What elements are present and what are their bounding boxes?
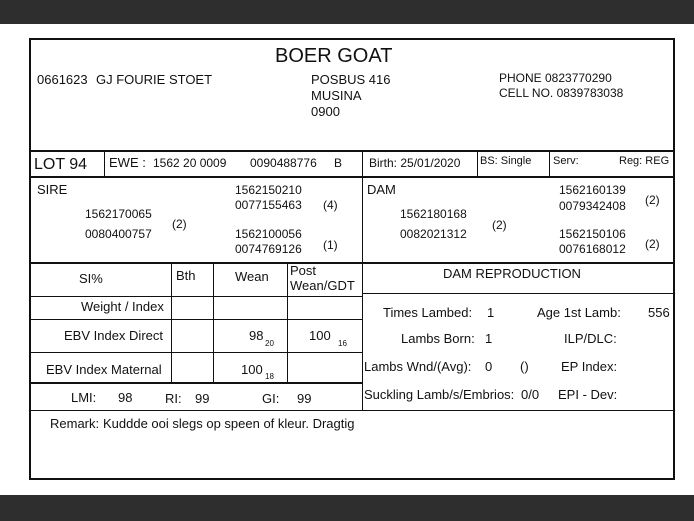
divider — [213, 263, 214, 382]
divider — [31, 319, 362, 320]
divider — [477, 151, 478, 176]
ewe-number: 0090488776 — [250, 156, 317, 170]
divider — [362, 293, 675, 294]
ewe-id: 1562 20 0009 — [153, 156, 227, 170]
dam-label: DAM — [367, 182, 396, 197]
times-lambed-value: 1 — [487, 305, 495, 320]
gi-label: GI: — [262, 391, 280, 406]
birth-status: BS: Single — [480, 155, 532, 167]
lambs-weaned-label: Lambs Wnd/(Avg): — [364, 359, 472, 374]
ebv-maternal-label: EBV Index Maternal — [46, 362, 162, 377]
sire-grandsire-number: 0077155463 — [235, 198, 302, 212]
service: Serv: — [553, 155, 579, 167]
dam-granddam-number: 0076168012 — [559, 242, 626, 256]
registration: Reg: REG — [619, 155, 670, 167]
ebv-maternal-wean: 100 — [241, 362, 263, 377]
sire-granddam-count: (1) — [323, 238, 338, 252]
lambs-born-label: Lambs Born: — [401, 331, 475, 346]
ebv-direct-post-sub: 16 — [338, 339, 347, 348]
dam-number: 0082021312 — [400, 227, 467, 241]
sire-number: 0080400757 — [85, 227, 152, 241]
lmi-value: 98 — [118, 390, 133, 405]
divider — [31, 410, 675, 411]
address-line-3: 0900 — [311, 104, 340, 119]
lot-number: LOT 94 — [34, 156, 88, 173]
top-bar — [0, 0, 694, 24]
divider — [104, 151, 105, 176]
dam-grandsire-id: 1562160139 — [559, 183, 626, 197]
breeder-id: 0661623 — [37, 72, 88, 87]
ep-index-label: EP Index: — [561, 359, 618, 374]
sire-granddam-id: 1562100056 — [235, 227, 302, 241]
divider — [362, 151, 363, 176]
address-line-1: POSBUS 416 — [311, 72, 391, 87]
post-wean-gdt-header: Wean/GDT — [290, 278, 355, 293]
sire-count: (2) — [172, 217, 187, 231]
birth-date: Birth: 25/01/2020 — [369, 156, 461, 170]
age-first-lamb-value: 556 — [648, 305, 670, 320]
remark-text: Kuddde ooi slegs op speen of kleur. Dragtig — [103, 416, 355, 431]
si-header: SI% — [79, 271, 103, 286]
sire-label: SIRE — [37, 182, 68, 197]
divider — [31, 176, 675, 178]
lambs-born-value: 1 — [485, 331, 493, 346]
lot-card — [29, 38, 675, 480]
divider — [31, 352, 362, 353]
breeder-name: GJ FOURIE STOET — [96, 72, 213, 87]
dam-granddam-id: 1562150106 — [559, 227, 626, 241]
ilp-dlc-label: ILP/DLC: — [564, 331, 617, 346]
ewe-label: EWE : — [109, 155, 146, 170]
times-lambed-label: Times Lambed: — [383, 305, 473, 320]
age-first-lamb-label: Age 1st Lamb: — [537, 305, 621, 320]
sire-granddam-number: 0074769126 — [235, 242, 302, 256]
dam-id: 1562180168 — [400, 207, 467, 221]
suckling-label: Suckling Lamb/s/Embrios: — [364, 387, 515, 402]
lambs-weaned-value: 0 — [485, 359, 493, 374]
divider — [31, 262, 675, 264]
dam-grandsire-number: 0079342408 — [559, 199, 626, 213]
ebv-direct-label: EBV Index Direct — [64, 328, 163, 343]
dam-grandsire-count: (2) — [645, 193, 660, 207]
address-line-2: MUSINA — [311, 88, 362, 103]
dam-reproduction-title: DAM REPRODUCTION — [443, 266, 581, 281]
phone: PHONE 0823770290 — [499, 71, 612, 85]
sire-id: 1562170065 — [85, 207, 152, 221]
ri-value: 99 — [195, 391, 210, 406]
divider — [287, 263, 288, 382]
ewe-grade: B — [334, 156, 343, 170]
sire-grandsire-count: (4) — [323, 198, 338, 212]
ebv-maternal-wean-sub: 18 — [265, 372, 274, 381]
remark-label: Remark: — [50, 416, 100, 431]
bottom-bar — [0, 495, 694, 521]
dam-granddam-count: (2) — [645, 237, 660, 251]
sire-grandsire-id: 1562150210 — [235, 183, 302, 197]
card-title: BOER GOAT — [275, 45, 393, 67]
suckling-value: 0/0 — [521, 387, 540, 402]
divider — [31, 150, 675, 152]
ebv-direct-wean: 98 — [249, 328, 264, 343]
wean-header: Wean — [235, 269, 269, 284]
post-header: Post — [290, 263, 317, 278]
dam-count: (2) — [492, 218, 507, 232]
ebv-direct-wean-sub: 20 — [265, 339, 274, 348]
divider — [171, 263, 172, 382]
bth-header: Bth — [176, 268, 196, 283]
ebv-direct-post: 100 — [309, 328, 331, 343]
epi-dev-label: EPI - Dev: — [558, 387, 618, 402]
ri-label: RI: — [165, 391, 182, 406]
weight-index-label: Weight / Index — [81, 299, 164, 314]
divider — [31, 382, 362, 384]
cell-phone: CELL NO. 0839783038 — [499, 86, 624, 100]
divider — [31, 296, 362, 297]
lmi-label: LMI: — [71, 390, 97, 405]
lambs-weaned-avg: () — [520, 359, 529, 374]
divider — [549, 151, 550, 176]
document-page — [0, 24, 694, 495]
gi-value: 99 — [297, 391, 312, 406]
